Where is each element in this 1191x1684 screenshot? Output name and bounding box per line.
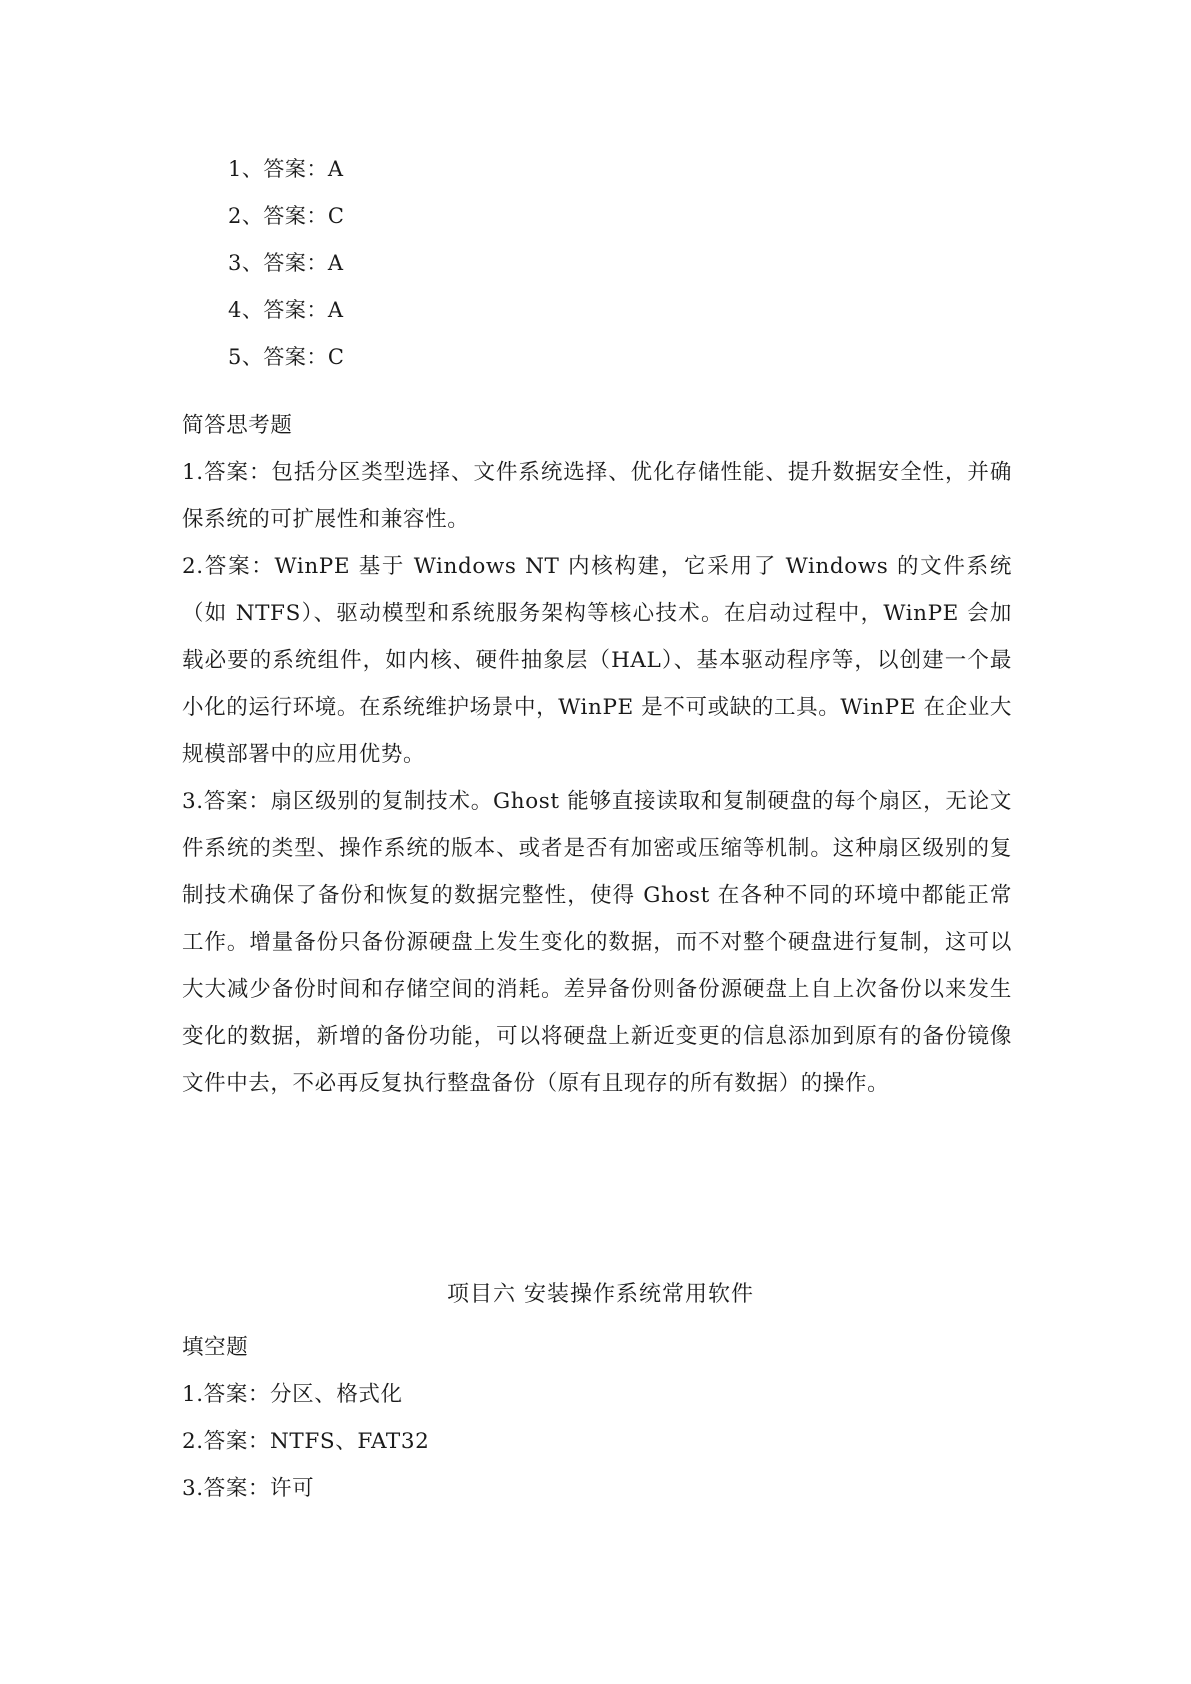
fill-in-heading: 填空题 (182, 1335, 249, 1360)
choice-answer-4: 4、答案：A (228, 298, 344, 322)
short-answer-3: 3.答案：扇区级别的复制技术。Ghost 能够直接读取和复制硬盘的每个扇区，无论文件系统的类型、操作系统的版本、或者是否有加密或压缩等机制。这种扇区级别的复制技术确保了备份和恢复的数据完整性，使得 Ghost 在各种不同的环境中都能正常工作。增量备份只备份源硬盘上发生变化的数据，而不对整个硬盘进行复制，这可以大大减少备份时间和存储空间的消耗。差异备份则备份源硬盘上自上次备份以来发生变化的数据，新增的备份功能，可以将硬盘上新近变更的信息添加到原有的备份镜像文件中去，不必再反复执行整盘备份（原有且现存的所有数据）的操作。 (182, 789, 1012, 1096)
choice-answer-3: 3、答案：A (228, 251, 344, 275)
project-six-title: 项目六 安装操作系统常用软件 (447, 1282, 754, 1307)
choice-answer-5: 5、答案：C (228, 345, 345, 369)
short-answer-1: 1.答案：包括分区类型选择、文件系统选择、优化存储性能、提升数据安全性，并确保系统的可扩展性和兼容性。 (182, 460, 1012, 532)
fill-in-section (182, 1324, 1012, 1512)
choice-answer-list (228, 152, 344, 387)
short-answer-2: 2.答案：WinPE 基于 Windows NT 内核构建，它采用了 Windows 的文件系统（如 NTFS）、驱动模型和系统服务架构等核心技术。在启动过程中，WinPE 会加载必要的系统组件，如内核、硬件抽象层（HAL）、基本驱动程序等，以创建一个最小化的运行环境。在系统维护场景中，WinPE 是不可或缺的工具。WinPE 在企业大规模部署中的应用优势。 (182, 554, 1012, 767)
fill-answer-2: 2.答案：NTFS、FAT32 (182, 1429, 430, 1454)
choice-answer-2: 2、答案：C (228, 204, 345, 228)
fill-answer-3: 3.答案：许可 (182, 1476, 315, 1501)
short-answer-section (182, 402, 1012, 1107)
fill-answer-1: 1.答案：分区、格式化 (182, 1382, 403, 1407)
choice-answer-1: 1、答案：A (228, 157, 344, 181)
short-answer-heading: 简答思考题 (182, 413, 293, 438)
